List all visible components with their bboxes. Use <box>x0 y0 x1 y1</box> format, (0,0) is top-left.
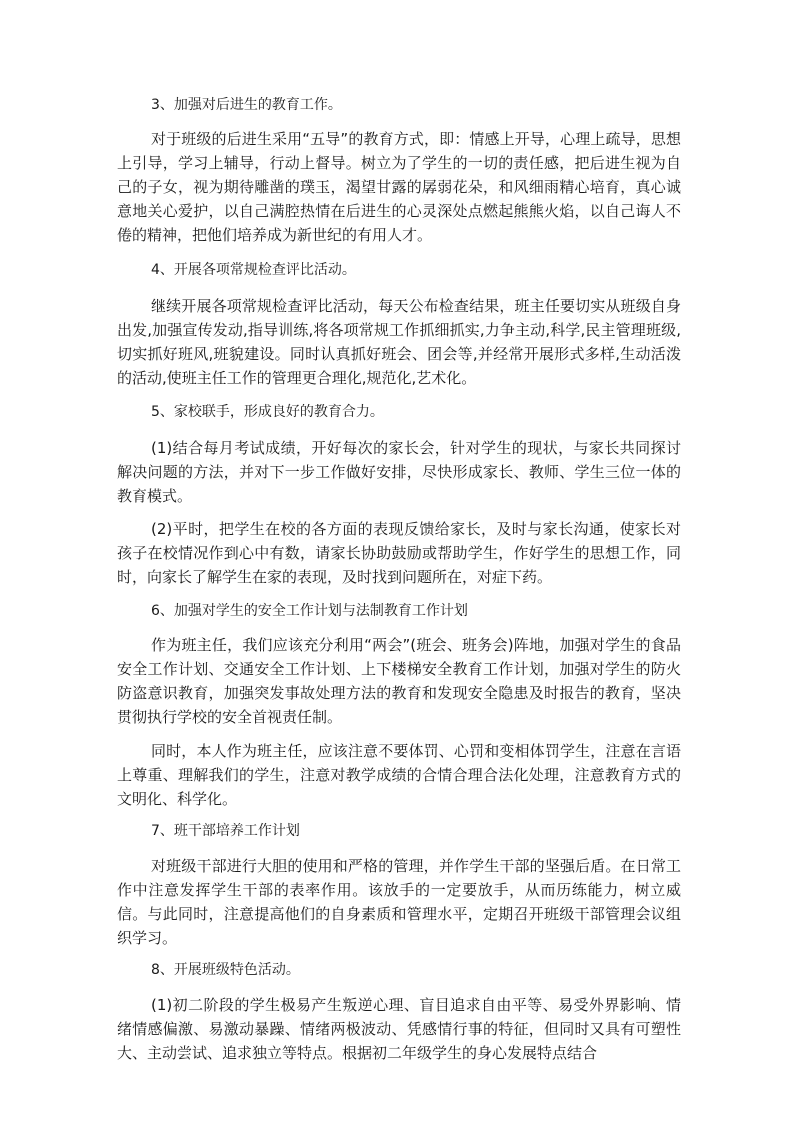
document-page <box>117 93 681 1065</box>
section-6-paragraph-2: 同时，本人作为班主任，应该注意不要体罚、心罚和变相体罚学生，注意在言语上尊重、理解我们的学生，注意对教学成绩的合情合理合法化处理，注意教育方式的文明化、科学化。 <box>117 742 681 808</box>
section-heading-5: 5、家校联手，形成良好的教育合力。 <box>151 404 384 420</box>
section-heading-8: 8、开展班级特色活动。 <box>151 962 300 978</box>
section-heading-6: 6、加强对学生的安全工作计划与法制教育工作计划 <box>151 603 468 619</box>
section-8-paragraph-1: (1)初二阶段的学生极易产生叛逆心理、盲目追求自由平等、易受外界影响、情绪情感偏激、易激动暴躁、情绪两极波动、凭感情行事的特征，但同时又具有可塑性大、主动尝试、追求独立等特点。根据初二年级学生的身心发展特点结合 <box>117 996 681 1062</box>
section-7-paragraph: 对班级干部进行大胆的使用和严格的管理，并作学生干部的坚强后盾。在日常工作中注意发挥学生干部的表率作用。该放手的一定要放手，从而历练能力，树立威信。与此同时，注意提高他们的自身素质和管理水平，定期召开班级干部管理会议组织学习。 <box>117 857 681 947</box>
section-heading-7: 7、班干部培养工作计划 <box>151 823 300 839</box>
section-5-paragraph-1: (1)结合每月考试成绩，开好每次的家长会，针对学生的现状，与家长共同探讨解决问题的方法，并对下一步工作做好安排，尽快形成家长、教师、学生三位一体的教育模式。 <box>117 439 681 505</box>
section-3-paragraph: 对于班级的后进生采用“五导”的教育方式，即：情感上开导，心理上疏导，思想上引导，学习上辅导，行动上督导。树立为了学生的一切的责任感，把后进生视为自己的子女，视为期待雕凿的璞玉，渴望甘露的孱弱花朵，和风细雨精心培育，真心诚意地关心爱护，以自己满腔热情在后进生的心灵深处点燃起熊熊火焰，以自己诲人不倦的精神，把他们培养成为新世纪的有用人才。 <box>117 130 681 244</box>
section-heading-4: 4、开展各项常规检查评比活动。 <box>151 262 356 278</box>
section-5-paragraph-2: (2)平时，把学生在校的各方面的表现反馈给家长，及时与家长沟通，使家长对孩子在校情况作到心中有数，请家长协助鼓励或帮助学生，作好学生的思想工作，同时，向家长了解学生在家的表现，及时找到问题所在，对症下药。 <box>117 520 681 586</box>
section-4-paragraph: 继续开展各项常规检查评比活动，每天公布检查结果，班主任要切实从班级自身出发,加强宣传发动,指导训练,将各项常规工作抓细抓实,力争主动,科学,民主管理班级,切实抓好班风,班貌建设。同时认真抓好班会、团会等,并经常开展形式多样,生动活泼的活动,使班主任工作的管理更合理化,规范化,艺术化。 <box>117 297 681 387</box>
section-6-paragraph-1: 作为班主任，我们应该充分利用“两会”(班会、班务会)阵地，加强对学生的食品安全工作计划、交通安全工作计划、上下楼梯安全教育工作计划，加强对学生的防火防盗意识教育，加强突发事故处理方法的教育和发现安全隐患及时报告的教育，坚决贯彻执行学校的安全首视责任制。 <box>117 636 681 726</box>
section-heading-3: 3、加强对后进生的教育工作。 <box>151 97 342 113</box>
